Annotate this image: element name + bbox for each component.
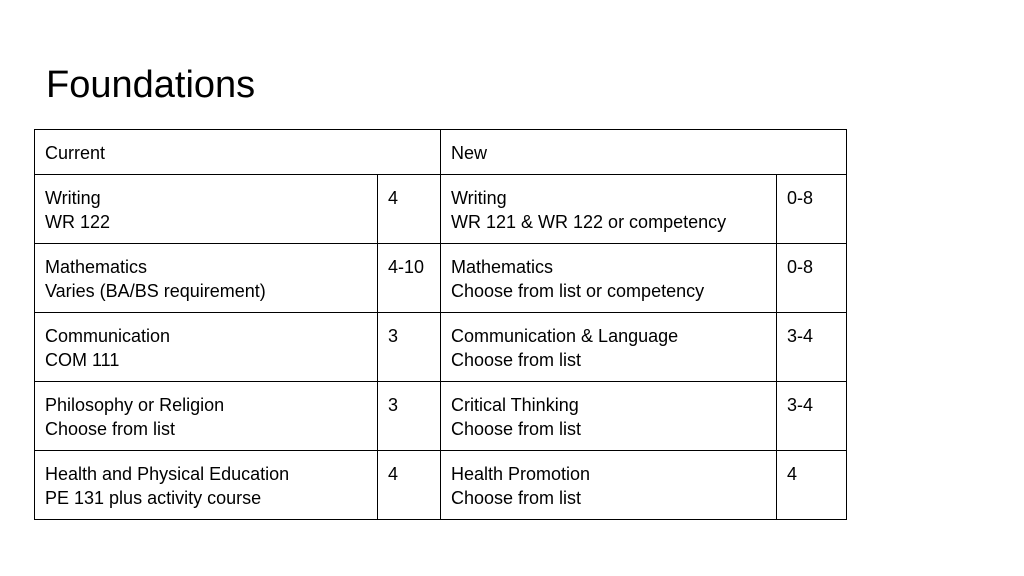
current-credits-cell: 4 — [378, 175, 441, 244]
current-requirement-cell — [35, 451, 378, 520]
header-current: Current — [35, 130, 441, 175]
current-requirement-name: Mathematics — [45, 257, 148, 277]
new-credits-cell: 0-8 — [777, 175, 847, 244]
current-requirement-detail: Varies (BA/BS requirement) — [45, 281, 266, 301]
new-requirement-name: Communication & Language — [451, 326, 679, 346]
new-requirement-detail: WR 121 & WR 122 or competency — [451, 212, 727, 232]
current-credits-cell: 4-10 — [378, 244, 441, 313]
new-requirement-name: Critical Thinking — [451, 395, 579, 415]
current-requirement-cell — [35, 175, 378, 244]
new-requirement-name: Health Promotion — [451, 464, 591, 484]
foundations-comparison-table — [34, 129, 847, 520]
current-requirement-detail: COM 111 — [45, 350, 120, 370]
current-requirement-name: Writing — [45, 188, 101, 208]
current-requirement-cell — [35, 382, 378, 451]
current-requirement-cell — [35, 244, 378, 313]
new-requirement-detail: Choose from list or competency — [451, 281, 705, 301]
current-requirement-detail: WR 122 — [45, 212, 111, 232]
current-requirement-name: Communication — [45, 326, 171, 346]
new-requirement-detail: Choose from list — [451, 488, 582, 508]
new-credits-cell: 3-4 — [777, 313, 847, 382]
header-new: New — [441, 130, 847, 175]
current-requirement-name: Philosophy or Religion — [45, 395, 225, 415]
new-requirement-name: Mathematics — [451, 257, 554, 277]
current-credits-cell: 4 — [378, 451, 441, 520]
new-requirement-cell — [441, 382, 777, 451]
current-requirement-name: Health and Physical Education — [45, 464, 290, 484]
new-requirement-name: Writing — [451, 188, 507, 208]
current-requirement-detail: PE 131 plus activity course — [45, 488, 262, 508]
new-requirement-cell — [441, 451, 777, 520]
slide-title: Foundations — [46, 64, 256, 106]
new-requirement-cell — [441, 175, 777, 244]
table-row — [35, 175, 847, 244]
table-row — [35, 451, 847, 520]
new-requirement-detail: Choose from list — [451, 350, 582, 370]
current-requirement-cell — [35, 313, 378, 382]
table-row — [35, 382, 847, 451]
new-credits-cell: 0-8 — [777, 244, 847, 313]
table-header-row — [35, 130, 847, 175]
new-requirement-cell — [441, 244, 777, 313]
new-credits-cell: 4 — [777, 451, 847, 520]
current-requirement-detail: Choose from list — [45, 419, 176, 439]
new-requirement-cell — [441, 313, 777, 382]
current-credits-cell: 3 — [378, 313, 441, 382]
table-row — [35, 244, 847, 313]
new-requirement-detail: Choose from list — [451, 419, 582, 439]
new-credits-cell: 3-4 — [777, 382, 847, 451]
table-row — [35, 313, 847, 382]
current-credits-cell: 3 — [378, 382, 441, 451]
